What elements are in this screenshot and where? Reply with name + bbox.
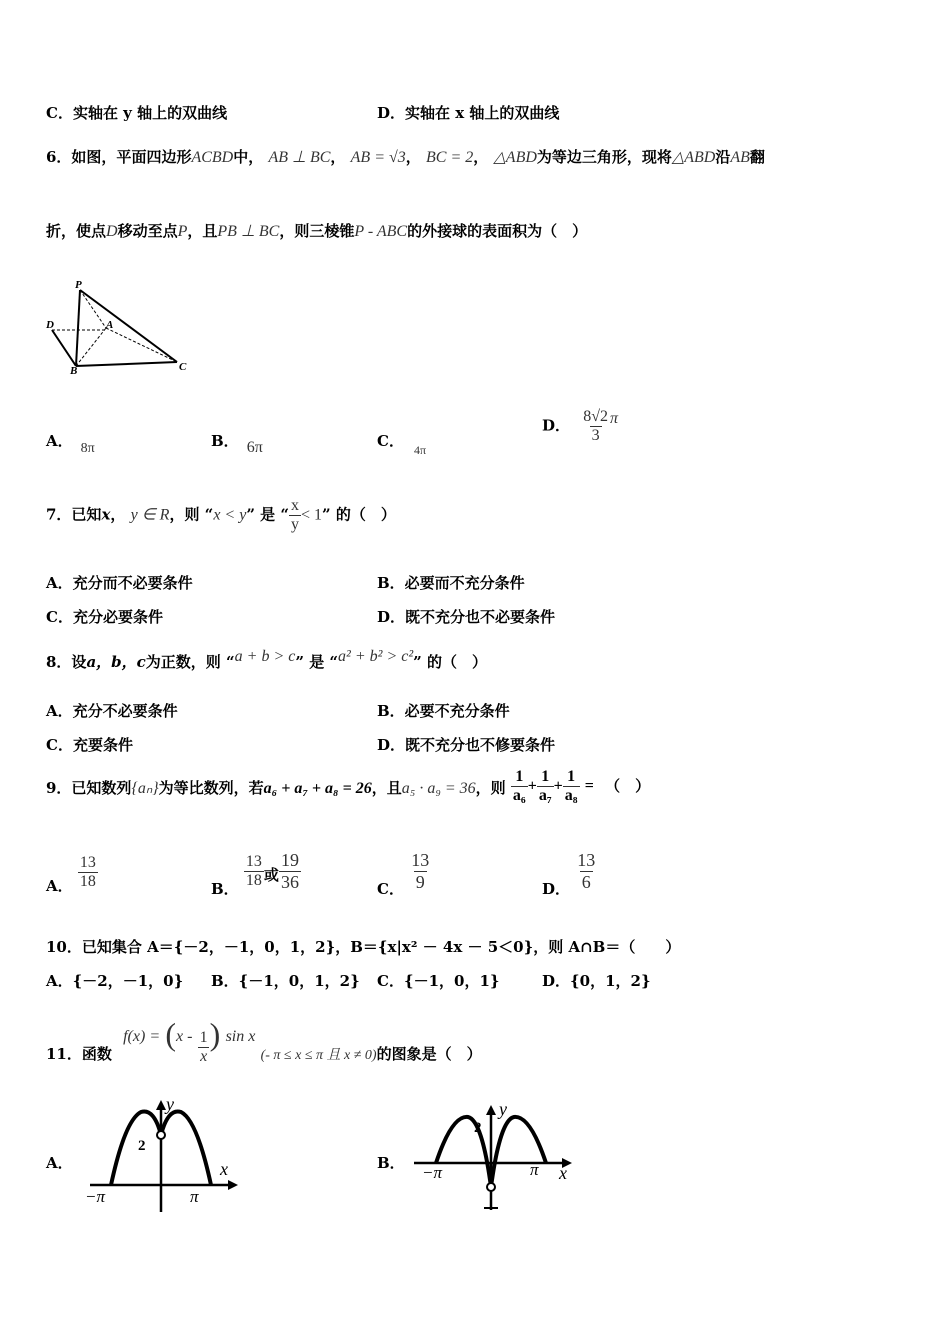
q6-text: 沿 <box>715 148 731 166</box>
q9-text: 9．已知数列 <box>46 778 132 797</box>
q7-math: < 1 <box>301 506 323 524</box>
edge-ac <box>106 328 177 362</box>
q8-math: a + b > c <box>234 648 296 665</box>
q6-pyramid-figure <box>44 276 204 376</box>
q6-option-c[interactable] <box>377 430 427 457</box>
q6-math: △ABD <box>671 149 716 166</box>
q6-text: 为等边三角形，现将 <box>536 148 672 166</box>
q8-math: a² + b² > c² <box>338 648 414 665</box>
option-fraction <box>279 850 301 893</box>
q7-math: x <box>101 505 111 524</box>
q8-text: 8．设 <box>46 653 87 671</box>
label-p: P <box>75 279 82 291</box>
fraction-numerator: 19 <box>280 850 299 870</box>
q7-math: y ∈ R <box>130 506 170 524</box>
edge-pb <box>76 290 80 366</box>
q10-option-c[interactable]: C．{－1，0，1} <box>377 972 500 990</box>
q6-math: ACBD <box>191 149 234 166</box>
q7-text: ” 的（ ） <box>322 505 396 524</box>
option-or: 或 <box>263 865 279 884</box>
q9-text: ，则 <box>475 778 506 797</box>
q11-fraction <box>198 1029 210 1066</box>
q9-fraction-1 <box>511 768 528 805</box>
fraction-numerator: 13 <box>577 850 596 870</box>
q11-domain: (- π ≤ x ≤ π 且 x ≠ 0) <box>260 1048 377 1063</box>
option-fraction <box>78 854 98 891</box>
fraction-numerator: x <box>291 497 300 514</box>
pi-label: π <box>190 1187 199 1206</box>
q9-plus: + <box>553 777 563 795</box>
fraction-denominator: a₇ <box>538 787 552 804</box>
x-label: x <box>220 1159 228 1179</box>
q9-plus: + <box>527 777 537 795</box>
q6-math: △ABD <box>493 149 537 166</box>
q9-text: ，且 <box>371 778 402 797</box>
q6-math: D <box>106 223 118 240</box>
q7-stem <box>46 497 396 534</box>
option-fraction <box>409 850 431 893</box>
fraction-denominator: y <box>291 516 300 533</box>
q9-stem <box>46 768 650 805</box>
y-axis-arrow-icon <box>156 1100 166 1110</box>
q10-option-a[interactable]: A．{－2，－1，0} <box>46 972 184 990</box>
q9-option-b[interactable] <box>211 850 301 898</box>
y-axis-arrow-icon <box>486 1105 496 1115</box>
q8-option-c[interactable]: C．充要条件 <box>46 736 133 754</box>
fraction-denominator: x <box>200 1047 208 1065</box>
edge-ba <box>76 328 106 366</box>
option-fraction <box>244 853 264 890</box>
label-b: B <box>70 365 78 376</box>
q6-option-b[interactable] <box>211 430 263 456</box>
q11-paren: ) <box>209 1016 221 1052</box>
fraction-denominator: 6 <box>581 872 591 892</box>
fraction-numerator: 13 <box>411 850 430 870</box>
option-fraction <box>581 408 610 445</box>
q6-text: 中， <box>233 148 264 166</box>
q11-math: sin x <box>225 1028 256 1045</box>
fraction-numerator: 8√2 <box>583 408 609 425</box>
q7-text: 7．已知 <box>46 505 102 524</box>
q8-math: a，b，c <box>86 653 146 671</box>
q5-option-c[interactable]: C．实轴在 y 轴上的双曲线 <box>46 104 228 122</box>
pi-label: π <box>530 1160 539 1179</box>
fraction-numerator: 13 <box>79 854 96 871</box>
q11-stem <box>46 1012 482 1065</box>
q6-stem-line1: 6．如图，平面四边形ACBD中， AB ⊥ BC， AB = √3， BC = 2， △ABD为等边三角形，现将△ABD沿AB翻 <box>46 148 765 166</box>
q7-math: x < y <box>213 506 247 524</box>
q7-option-b[interactable]: B．必要而不充分条件 <box>377 574 525 592</box>
q6-text: 翻 <box>749 148 765 166</box>
q6-math: P <box>177 223 188 240</box>
q9-math: a₆ + a₇ + a₈ = 26 <box>263 779 372 797</box>
q6-math: BC = 2 <box>426 149 474 166</box>
fraction-denominator: a₈ <box>564 787 578 804</box>
q8-option-d[interactable]: D．既不充分也不修要条件 <box>377 736 556 754</box>
q11-option-a-label[interactable]: A． <box>46 1154 73 1172</box>
fraction-denominator: a₆ <box>512 787 526 804</box>
neg-pi-label: −π <box>85 1187 105 1206</box>
q7-text: ，则 “ <box>169 505 214 524</box>
two-label: 2 <box>474 1120 482 1136</box>
option-label: A． <box>46 876 73 895</box>
q7-text: ” 是 “ <box>246 505 290 524</box>
q6-stem-line2 <box>46 220 587 241</box>
q6-option-d[interactable] <box>542 408 618 445</box>
label-c: C <box>179 361 187 373</box>
q9-text: 为等比数列，若 <box>158 778 264 797</box>
q11-math: x - <box>176 1028 193 1045</box>
q6-text: ，且 <box>187 222 218 240</box>
fraction-numerator: 1 <box>515 768 524 785</box>
q8-text: ” 的（ ） <box>413 653 487 671</box>
q11-option-a-graph[interactable] <box>80 1090 250 1220</box>
q8-option-b[interactable]: B．必要不充分条件 <box>377 702 510 720</box>
open-point <box>157 1131 165 1139</box>
option-value: 4π <box>413 443 427 457</box>
fraction-denominator: 9 <box>415 872 425 892</box>
q9-option-c[interactable] <box>377 850 431 898</box>
q5-option-d[interactable]: D．实轴在 x 轴上的双曲线 <box>377 104 560 122</box>
option-label: D． <box>542 879 571 898</box>
edge-db <box>52 330 76 366</box>
option-label: C． <box>377 879 404 898</box>
q7-fraction <box>289 497 301 534</box>
q11-text: 11．函数 <box>46 1045 112 1063</box>
q8-stem <box>46 648 487 672</box>
open-point <box>487 1183 495 1191</box>
q6-text: 6．如图，平面四边形 <box>46 148 192 166</box>
q7-option-d[interactable]: D．既不充分也不必要条件 <box>377 608 556 626</box>
y-label: y <box>166 1094 174 1114</box>
q9-math: a₅ · a₉ = 36 <box>401 779 476 797</box>
option-label: A． <box>46 432 73 450</box>
q9-equals: = <box>584 777 594 795</box>
pi-symbol: π <box>610 409 619 427</box>
option-label: C． <box>377 432 404 450</box>
q8-option-a[interactable]: A．充分不必要条件 <box>46 702 178 720</box>
q10-option-b[interactable]: B．{－1，0，1，2} <box>211 972 360 990</box>
fraction-numerator: 1 <box>199 1028 208 1046</box>
q6-math: PB ⊥ BC <box>217 223 280 240</box>
q6-math: AB <box>730 149 750 166</box>
edge-pa <box>80 290 106 328</box>
q6-math: AB ⊥ BC <box>268 149 331 166</box>
x-axis-arrow-icon <box>228 1180 238 1190</box>
label-a: A <box>106 319 114 331</box>
q11-option-b-graph[interactable] <box>404 1095 584 1215</box>
option-fraction <box>575 850 597 893</box>
fraction-numerator: 1 <box>541 768 550 785</box>
q8-text: 为正数，则 “ <box>145 653 235 671</box>
neg-pi-label: −π <box>422 1163 442 1182</box>
y-label: y <box>499 1099 507 1119</box>
q11-math: f(x) = <box>123 1028 161 1045</box>
option-label: B． <box>211 432 239 450</box>
x-label: x <box>559 1163 567 1183</box>
q9-fraction-2 <box>537 768 554 805</box>
option-label: D． <box>542 416 571 435</box>
q11-option-b-label[interactable]: B． <box>377 1154 405 1172</box>
q6-math: AB = √3 <box>350 149 406 166</box>
q11-text: 的图象是（ ） <box>376 1045 482 1063</box>
q9-option-d[interactable] <box>542 850 597 898</box>
q7-text: ， <box>110 505 126 524</box>
fraction-denominator: 3 <box>591 427 600 444</box>
q7-option-c[interactable]: C．充分必要条件 <box>46 608 163 626</box>
q9-math: {aₙ} <box>131 779 159 797</box>
q6-math: P - ABC <box>354 223 408 240</box>
fraction-numerator: 13 <box>245 853 262 870</box>
q6-text: ，则三棱锥 <box>279 222 355 240</box>
q8-text: ” 是 “ <box>295 653 339 671</box>
q10-stem: 10．已知集合 A＝{－2，－1，0，1，2}，B＝{x|x² － 4x － 5＜0}，则 A∩B＝（ ） <box>46 938 681 956</box>
fraction-numerator: 1 <box>567 768 576 785</box>
fraction-denominator: 18 <box>79 873 96 890</box>
q7-option-a[interactable]: A．充分而不必要条件 <box>46 574 193 592</box>
q6-text: 的外接球的表面积为（ ） <box>407 222 588 240</box>
q6-text: 移动至点 <box>117 222 178 240</box>
two-label: 2 <box>138 1138 146 1154</box>
fraction-denominator: 36 <box>280 872 299 892</box>
edge-pc <box>80 290 177 362</box>
label-d: D <box>46 319 54 331</box>
option-value: 6π <box>246 439 263 456</box>
q11-paren: ( <box>165 1016 176 1052</box>
q6-text: 折，使点 <box>46 222 107 240</box>
option-label: B． <box>211 879 239 898</box>
fraction-denominator: 18 <box>245 872 262 889</box>
q9-fraction-3 <box>563 768 580 805</box>
edge-bc <box>76 362 177 366</box>
q9-option-a[interactable] <box>46 854 98 895</box>
option-value: 8π <box>80 441 95 456</box>
q6-option-a[interactable] <box>46 430 95 456</box>
q9-text: （ ） <box>605 776 651 795</box>
q10-option-d[interactable]: D．{0，1，2} <box>542 972 651 990</box>
